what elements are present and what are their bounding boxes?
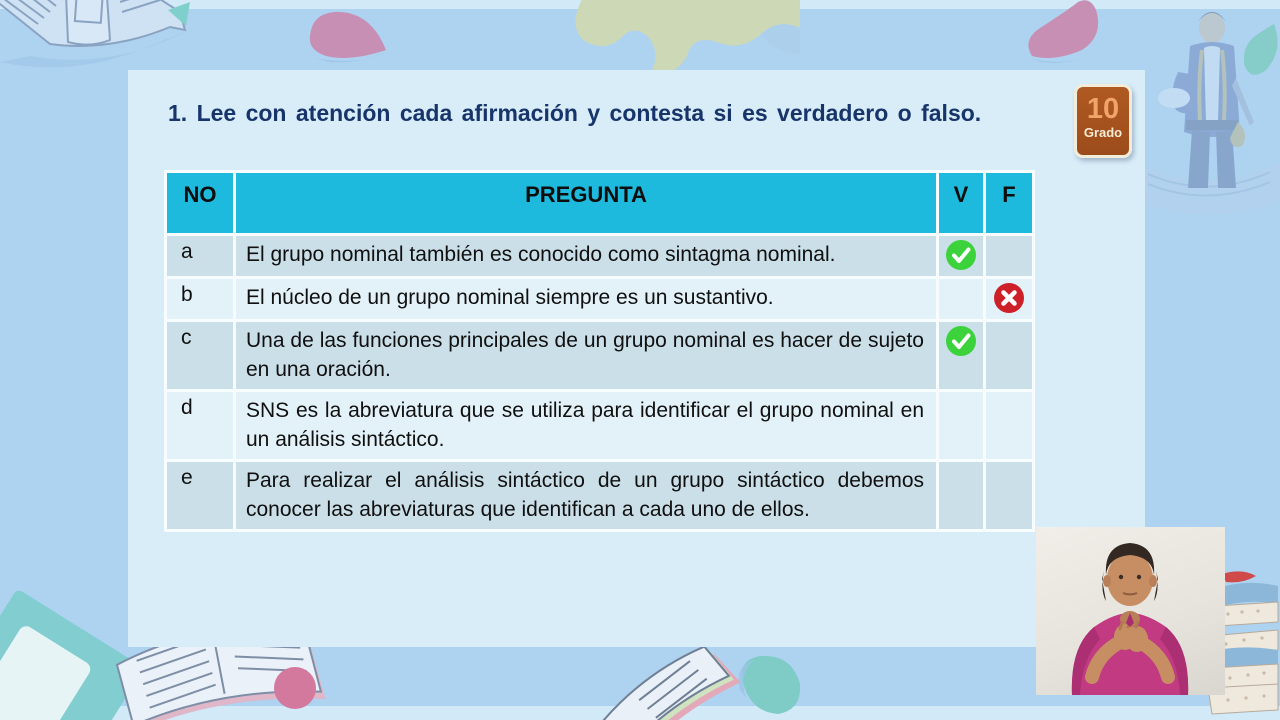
red-cross-icon: [994, 283, 1024, 313]
v-cell: [939, 279, 983, 319]
f-cell: [986, 279, 1032, 319]
question-text: Una de las funciones principales de un grupo nominal es hacer de sujeto en una oración.: [236, 322, 936, 389]
header-no: NO: [167, 173, 233, 233]
question-text: El grupo nominal también es conocido como sintagma nominal.: [236, 236, 936, 276]
header-pregunta: PREGUNTA: [236, 173, 936, 233]
sign-language-interpreter-video: [1036, 527, 1225, 695]
row-letter: b: [167, 279, 233, 319]
v-cell: [939, 392, 983, 459]
paint-drop-right-edge: [1244, 20, 1280, 90]
green-check-icon: [946, 326, 976, 356]
row-letter: d: [167, 392, 233, 459]
v-cell: [939, 236, 983, 276]
grade-badge: [1074, 84, 1132, 158]
v-cell: [939, 462, 983, 529]
table-header-row: [167, 173, 1032, 233]
f-cell: [986, 462, 1032, 529]
slide-card: [128, 70, 1145, 647]
f-cell: [986, 392, 1032, 459]
paint-splash-top-center: [565, 0, 800, 78]
true-false-table: [164, 170, 1035, 532]
bottom-edge-strip: [0, 706, 1280, 720]
green-check-icon: [946, 240, 976, 270]
paint-drop-top-left: [300, 6, 405, 68]
grade-label: Grado: [1083, 125, 1123, 140]
historical-figure-watermark: [1138, 2, 1280, 220]
row-letter: c: [167, 322, 233, 389]
f-cell: [986, 322, 1032, 389]
header-v: V: [939, 173, 983, 233]
top-edge-strip: [0, 0, 1280, 9]
grade-number: 10: [1086, 93, 1120, 125]
table-row: [167, 462, 1032, 529]
table-row: [167, 279, 1032, 319]
v-cell: [939, 322, 983, 389]
header-f: F: [986, 173, 1032, 233]
table-row: [167, 322, 1032, 389]
row-letter: e: [167, 462, 233, 529]
paint-drop-top-right: [1018, 0, 1106, 70]
question-text: SNS es la abreviatura que se utiliza para identificar el grupo nominal en un análisis sintáctico.: [236, 392, 936, 459]
interpreter-illustration: [1036, 527, 1225, 695]
row-letter: a: [167, 236, 233, 276]
table-row: [167, 392, 1032, 459]
f-cell: [986, 236, 1032, 276]
slide-title: 1. Lee con atención cada afirmación y contesta si es verdadero o falso.: [168, 100, 982, 126]
question-text: El núcleo de un grupo nominal siempre es un sustantivo.: [236, 279, 936, 319]
question-text: Para realizar el análisis sintáctico de un grupo sintáctico debemos conocer las abreviaturas que identifican a cada uno de ellos.: [236, 462, 936, 529]
table-row: [167, 236, 1032, 276]
